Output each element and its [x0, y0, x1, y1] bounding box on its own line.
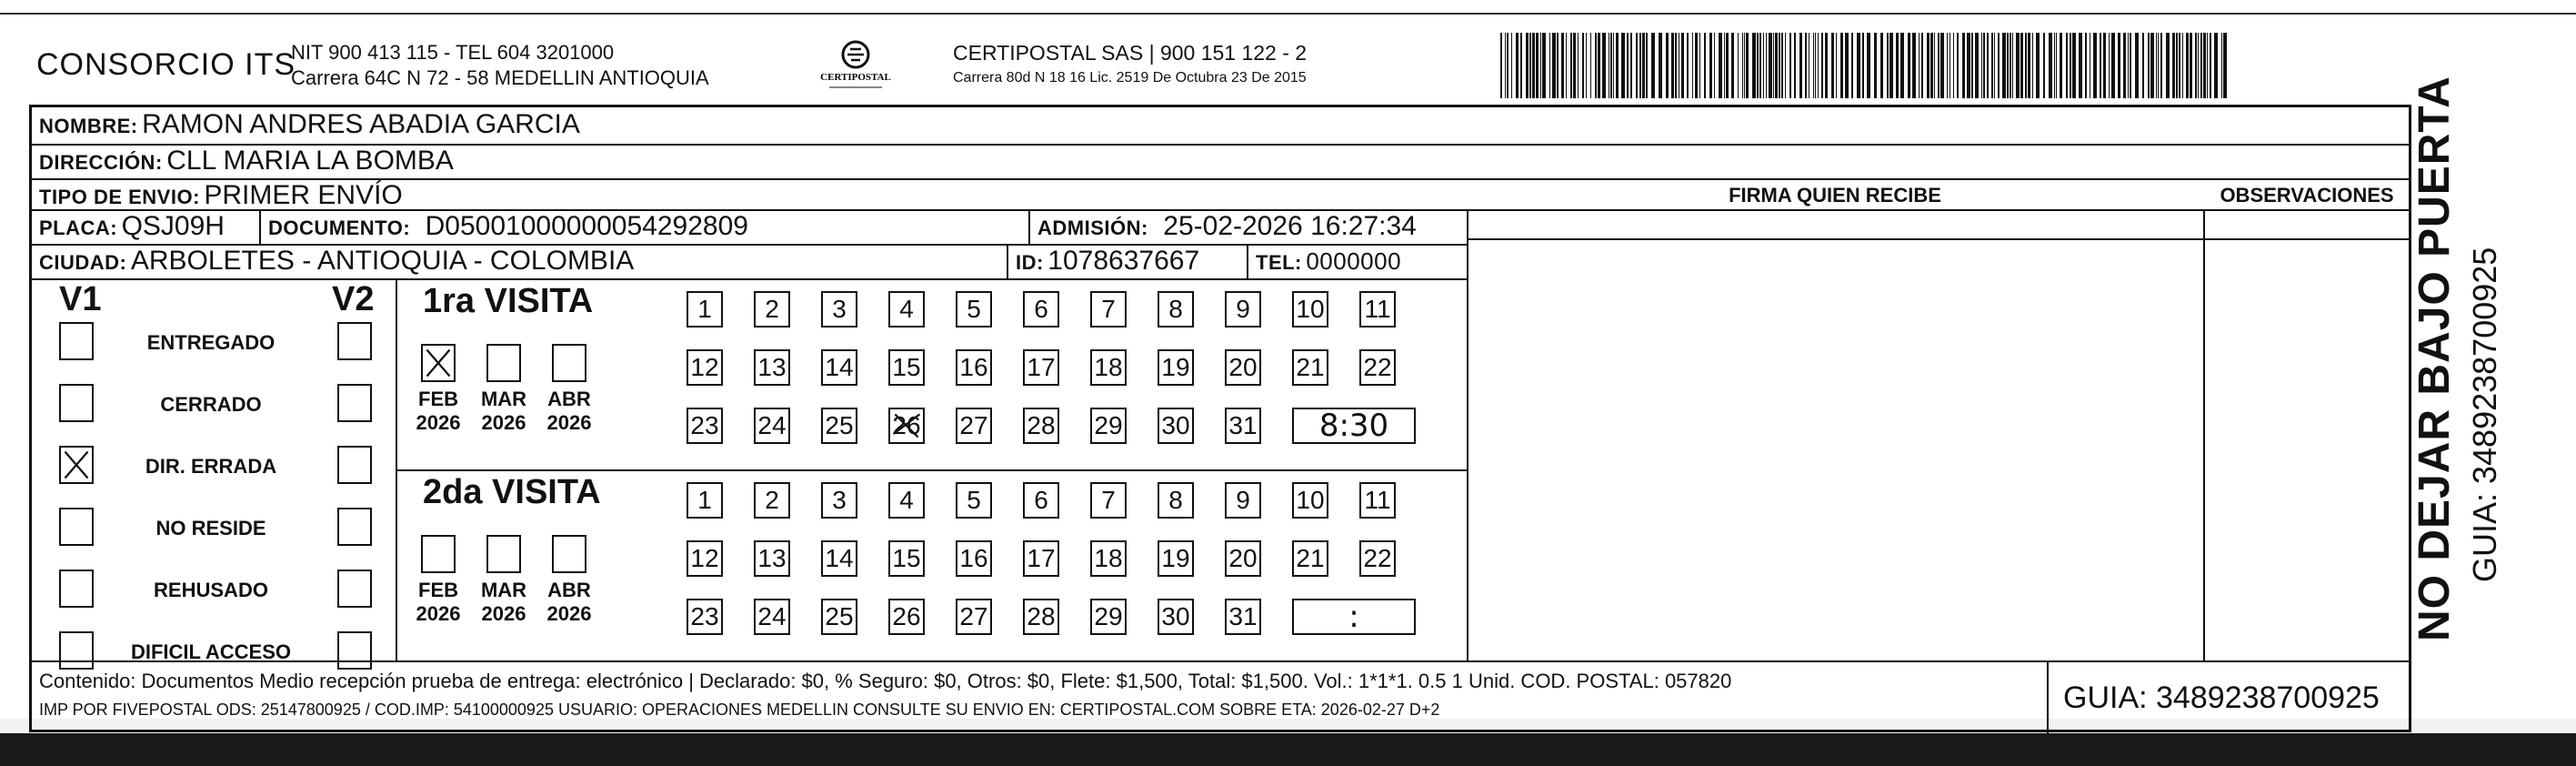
month-label — [476, 388, 531, 435]
day-box[interactable]: 18 — [1090, 349, 1127, 386]
day-box[interactable]: 11 — [1359, 482, 1396, 519]
v1-checkbox[interactable] — [59, 446, 94, 484]
day-box[interactable]: 30 — [1158, 599, 1194, 635]
day-box[interactable]: 27 — [956, 599, 992, 635]
day-box[interactable]: 13 — [754, 540, 790, 577]
barcode — [1500, 33, 2228, 98]
day-box[interactable]: 2 — [754, 482, 790, 519]
day-box[interactable]: 12 — [687, 540, 723, 577]
placa-label: PLACA: — [39, 217, 118, 239]
v2-checkbox[interactable] — [337, 384, 372, 422]
day-box[interactable]: 31 — [1225, 599, 1261, 635]
side-guia: GUIA: 3489238700925 — [2466, 247, 2503, 582]
day-box[interactable]: 29 — [1090, 408, 1127, 444]
v1-label: V1 — [59, 280, 102, 318]
status-label: NO RESIDE — [155, 517, 266, 539]
month-checkbox[interactable] — [486, 344, 521, 382]
day-box[interactable]: 13 — [754, 349, 790, 386]
certipostal-line1: CERTIPOSTAL SAS | 900 151 122 - 2 — [953, 41, 1308, 65]
company-name: CONSORCIO ITS — [36, 47, 296, 82]
month-checkbox[interactable] — [421, 535, 456, 573]
placa-value: QSJ09H — [121, 211, 225, 241]
v2-checkbox[interactable] — [337, 569, 372, 608]
v1-checkbox[interactable] — [59, 508, 94, 546]
direccion-row — [39, 146, 454, 176]
v2-checkbox[interactable] — [337, 631, 372, 670]
day-box[interactable]: 30 — [1158, 408, 1194, 444]
day-box[interactable]: 19 — [1158, 349, 1194, 386]
day-box[interactable]: 10 — [1292, 482, 1328, 519]
day-box[interactable]: 28 — [1023, 599, 1059, 635]
day-box[interactable]: 8 — [1158, 482, 1194, 519]
admision-cell — [1037, 211, 1417, 242]
v2-checkbox[interactable] — [337, 322, 372, 360]
month-label — [476, 579, 531, 626]
month-checkbox[interactable] — [486, 535, 521, 573]
observaciones-header: OBSERVACIONES — [2220, 184, 2394, 207]
month-name: MAR — [480, 388, 527, 410]
nombre-value: RAMON ANDRES ABADIA GARCIA — [142, 109, 580, 139]
tel-label: TEL: — [1256, 251, 1302, 274]
day-box[interactable]: 14 — [821, 349, 857, 386]
status-label: REHUSADO — [154, 579, 268, 601]
tipo-envio-value: PRIMER ENVÍO — [204, 180, 403, 210]
month-label — [411, 579, 466, 626]
v2-checkbox[interactable] — [337, 508, 372, 546]
status-label: DIFICIL ACCESO — [130, 640, 291, 663]
v2-label: V2 — [332, 280, 375, 318]
visit-title: 2da VISITA — [423, 473, 601, 511]
day-box[interactable]: 10 — [1292, 291, 1328, 328]
top-edge — [0, 0, 2576, 15]
status-label: DIR. ERRADA — [145, 455, 277, 478]
day-box[interactable]: 26 — [888, 599, 925, 635]
certipostal-info — [953, 40, 1307, 91]
month-label — [542, 579, 596, 626]
day-box[interactable]: 25 — [821, 599, 857, 635]
month-year: 2026 — [481, 411, 526, 434]
tel-cell — [1256, 247, 1401, 276]
day-box[interactable]: 12 — [687, 349, 723, 386]
day-box[interactable]: 3 — [821, 291, 857, 328]
month-name: FEB — [418, 388, 458, 410]
day-box[interactable]: 9 — [1225, 482, 1261, 519]
day-box[interactable]: 16 — [956, 540, 992, 577]
address-line: Carrera 64C N 72 - 58 MEDELLIN ANTIOQUIA — [291, 66, 709, 89]
month-name: MAR — [480, 579, 527, 601]
ciudad-value: ARBOLETES - ANTIOQUIA - COLOMBIA — [130, 246, 635, 276]
month-year: 2026 — [546, 411, 592, 434]
day-box[interactable]: 3 — [821, 482, 857, 519]
status-label: CERRADO — [160, 393, 262, 416]
day-box[interactable]: 24 — [754, 599, 790, 635]
month-name: ABR — [547, 388, 591, 410]
visit-title: 1ra VISITA — [423, 282, 594, 320]
month-year: 2026 — [546, 602, 592, 625]
day-box[interactable]: 14 — [821, 540, 857, 577]
time-field[interactable]: 8:30 — [1292, 408, 1416, 444]
nombre-label: NOMBRE: — [39, 115, 138, 137]
day-box[interactable]: 23 — [687, 408, 723, 444]
time-field[interactable]: : — [1292, 599, 1416, 635]
day-box[interactable]: 6 — [1023, 291, 1059, 328]
v1-checkbox[interactable] — [59, 631, 94, 670]
v1-checkbox[interactable] — [59, 384, 94, 422]
documento-label: DOCUMENTO: — [268, 217, 411, 239]
day-box[interactable]: 4 — [888, 482, 925, 519]
id-cell — [1016, 246, 1199, 277]
tel-value: 0000000 — [1306, 247, 1402, 275]
day-box[interactable]: 1 — [687, 291, 723, 328]
certipostal-line2: Carrera 80d N 18 16 Lic. 2519 De Octubra 23 De 2015 — [953, 70, 1307, 86]
day-box[interactable]: 5 — [956, 482, 992, 519]
day-box[interactable]: 17 — [1023, 540, 1059, 577]
direccion-value: CLL MARIA LA BOMBA — [166, 146, 454, 176]
day-box[interactable]: 25 — [821, 408, 857, 444]
direccion-label: DIRECCIÓN: — [39, 151, 163, 174]
day-box[interactable]: 18 — [1090, 540, 1127, 577]
day-box[interactable]: 19 — [1158, 540, 1194, 577]
day-box[interactable]: 15 — [888, 540, 925, 577]
documento-value: D05001000000054292809 — [425, 211, 748, 241]
day-box[interactable]: 24 — [754, 408, 790, 444]
documento-cell — [268, 211, 748, 242]
day-box[interactable]: 20 — [1225, 349, 1261, 386]
day-box[interactable]: 22 — [1359, 540, 1396, 577]
month-checkbox[interactable] — [421, 344, 456, 382]
nit-line: NIT 900 413 115 - TEL 604 3201000 — [291, 41, 615, 64]
nombre-row — [39, 109, 580, 140]
day-box[interactable]: 20 — [1225, 540, 1261, 577]
tipo-envio-label: TIPO DE ENVIO: — [39, 186, 200, 208]
day-number: 26 — [892, 411, 921, 439]
admision-value: 25-02-2026 16:27:34 — [1163, 211, 1417, 241]
month-name: ABR — [547, 579, 591, 601]
placa-cell — [39, 211, 225, 242]
day-box[interactable] — [888, 408, 925, 444]
id-label: ID: — [1016, 251, 1044, 274]
month-label — [542, 388, 596, 435]
month-year: 2026 — [416, 411, 461, 434]
day-box[interactable]: 6 — [1023, 482, 1059, 519]
id-value: 1078637667 — [1047, 246, 1200, 276]
day-mark — [890, 409, 923, 442]
certipostal-logo — [818, 36, 893, 98]
v2-checkbox[interactable] — [337, 446, 372, 484]
day-box[interactable]: 11 — [1359, 291, 1396, 328]
month-checkbox[interactable] — [552, 535, 586, 573]
day-box[interactable]: 23 — [687, 599, 723, 635]
tipo-envio-row — [39, 180, 403, 211]
day-box[interactable]: 27 — [956, 408, 992, 444]
admision-label: ADMISIÓN: — [1037, 217, 1148, 239]
day-box[interactable]: 29 — [1090, 599, 1127, 635]
delivery-form — [29, 105, 2411, 732]
day-box[interactable]: 31 — [1225, 408, 1261, 444]
day-box[interactable]: 2 — [754, 291, 790, 328]
bottom-edge-dark — [0, 733, 2576, 766]
day-box[interactable]: 21 — [1292, 540, 1328, 577]
day-box[interactable]: 17 — [1023, 349, 1059, 386]
logo-text: CERTIPOSTAL — [820, 72, 891, 83]
day-box[interactable]: 5 — [956, 291, 992, 328]
status-label: ENTREGADO — [146, 331, 276, 354]
day-box[interactable]: 7 — [1090, 291, 1127, 328]
day-box[interactable]: 4 — [888, 291, 925, 328]
footer-guia: GUIA: 3489238700925 — [2063, 680, 2380, 715]
month-name: FEB — [418, 579, 458, 601]
month-year: 2026 — [481, 602, 526, 625]
firma-header: FIRMA QUIEN RECIBE — [1729, 184, 1941, 207]
ciudad-label: CIUDAD: — [39, 251, 127, 274]
footer-print-line: IMP POR FIVEPOSTAL ODS: 25147800925 / COD.IMP: 54100000925 USUARIO: OPERACIONES MEDELLIN CONSULTE SU ENVIO EN: CERTIPOSTAL.COM SOBRE ETA: 2026-02-27 D+2 — [39, 700, 1440, 719]
month-label — [411, 388, 466, 435]
day-box[interactable]: 21 — [1292, 349, 1328, 386]
day-box[interactable]: 9 — [1225, 291, 1261, 328]
ciudad-cell — [39, 246, 634, 277]
v1-checkbox[interactable] — [59, 569, 94, 608]
month-year: 2026 — [416, 602, 461, 625]
day-box[interactable]: 8 — [1158, 291, 1194, 328]
day-box[interactable]: 7 — [1090, 482, 1127, 519]
month-checkbox[interactable] — [552, 344, 586, 382]
footer-content-line: Contenido: Documentos Medio recepción prueba de entrega: electrónico | Declarado: $0, % Seguro: $0, Otros: $0, Flete: $1,500, Total: $1,500. Vol.: 1*1*1. 0.5 1 Unid. COD. POSTAL: 057820 — [39, 670, 1732, 692]
day-box[interactable]: 22 — [1359, 349, 1396, 386]
day-box[interactable]: 16 — [956, 349, 992, 386]
day-box[interactable]: 1 — [687, 482, 723, 519]
day-box[interactable]: 15 — [888, 349, 925, 386]
side-warning: NO DEJAR BAJO PUERTA — [2411, 76, 2459, 641]
day-box[interactable]: 28 — [1023, 408, 1059, 444]
company-info — [291, 40, 709, 91]
v1-checkbox[interactable] — [59, 322, 94, 360]
